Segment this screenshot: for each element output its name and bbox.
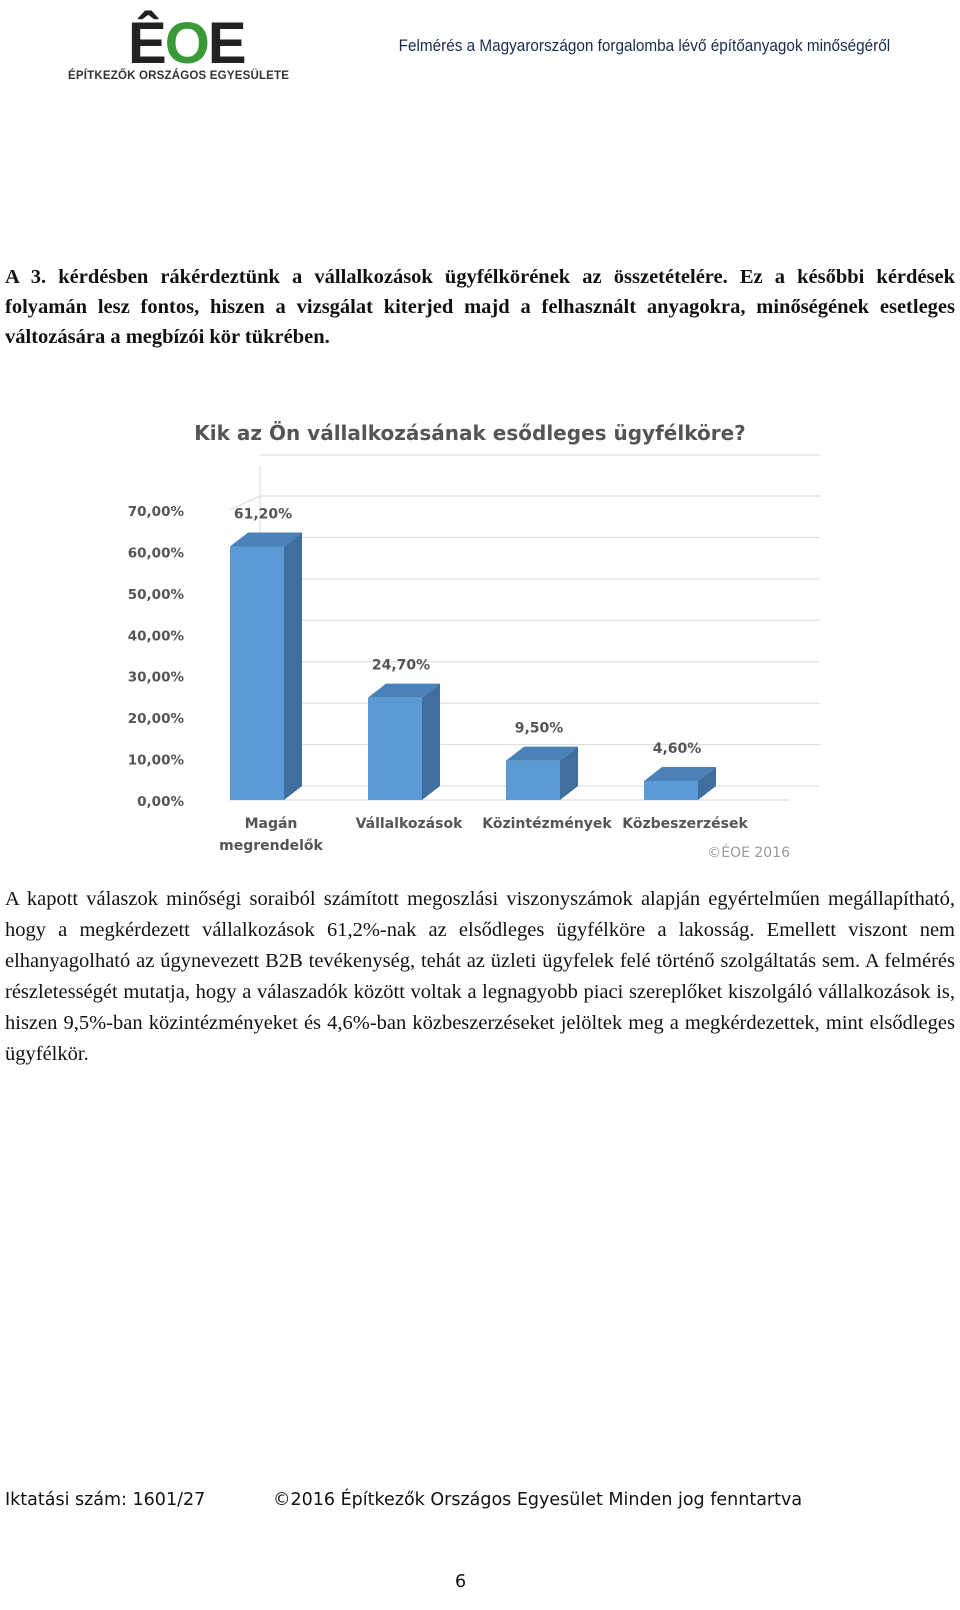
y-tick-label: 10,00% [127, 752, 184, 769]
bar [506, 761, 560, 800]
y-tick-label: 40,00% [127, 628, 184, 645]
logo-letters [128, 11, 245, 76]
chart-copyright: ©ÉOE 2016 [707, 845, 790, 861]
y-tick-label: 20,00% [127, 711, 184, 728]
bar-side [422, 684, 440, 800]
bar [368, 698, 422, 800]
registration-number: Iktatási szám: 1601/27 [5, 1490, 206, 1510]
logo-mark: ÊOE [128, 11, 245, 76]
bar-chart [127, 410, 810, 870]
footer-copyright: ©2016 Építkezők Országos Egyesület Minden jog fenntartva [273, 1490, 803, 1510]
y-tick-label: 50,00% [127, 586, 184, 603]
data-label: 4,60% [652, 740, 702, 757]
chart-title: Kik az Ön vállalkozásának esődleges ügyfélköre? [194, 421, 746, 445]
bar [644, 781, 698, 800]
category-label: Magán [244, 816, 298, 832]
data-label: 9,50% [514, 720, 564, 737]
category-label: megrendelők [219, 838, 323, 854]
document-title: Felmérés a Magyarországon forgalomba lévő építőanyagok minőségéről [398, 36, 890, 55]
y-tick-label: 30,00% [127, 669, 184, 686]
bar-side [284, 532, 302, 800]
page-number: 6 [455, 1572, 467, 1592]
logo-subtitle: ÉPÍTKEZŐK ORSZÁGOS EGYESÜLETE [68, 70, 290, 82]
y-tick-label: 70,00% [127, 504, 184, 520]
intro-paragraph: A 3. kérdésben rákérdeztünk a vállalkozások ügyfélkörének az összetételére. Ez a későbbi kérdések folyamán lesz fontos, hiszen a vizsgálat kiterjed majd a felhasznált anyagokra, minőségének esetleges változására a megbízói kör tükrében. [5, 266, 955, 348]
eoe-logo [68, 4, 308, 90]
y-tick-label: 60,00% [127, 545, 184, 562]
page-header [0, 0, 960, 100]
category-label: Vállalkozások [355, 816, 463, 832]
data-label: 24,70% [371, 657, 431, 674]
chart-svg [127, 410, 810, 870]
category-label: Közintézmények [482, 816, 612, 832]
y-tick-label: 0,00% [137, 794, 184, 810]
logo-o-letter: O [164, 11, 208, 76]
bar [230, 546, 284, 800]
category-label: Közbeszerzések [622, 816, 748, 832]
data-label: 61,20% [233, 506, 293, 523]
body-paragraph: A kapott válaszok minőségi soraiból számított megoszlási viszonyszámok alapján egyértelműen megállapítható, hogy a megkérdezett vállalkozások 61,2%-nak az elsődleges ügyfélköre a lakosság. Emellett viszont nem elhanyagolható az úgynevezett B2B tevékenység, tehát az üzleti ügyfelek felé történő szolgáltatás sem. A felmérés részletességét mutatja, hogy a válaszadók között voltak a legnagyobb piaci szereplőket kiszolgáló vállalkozások is, hiszen 9,5%-ban közintézményeket és 4,6%-ban közbeszerzéseket jelöltek meg a megkérdezettek, mint elsődleges ügyfélkör. [5, 888, 955, 1065]
